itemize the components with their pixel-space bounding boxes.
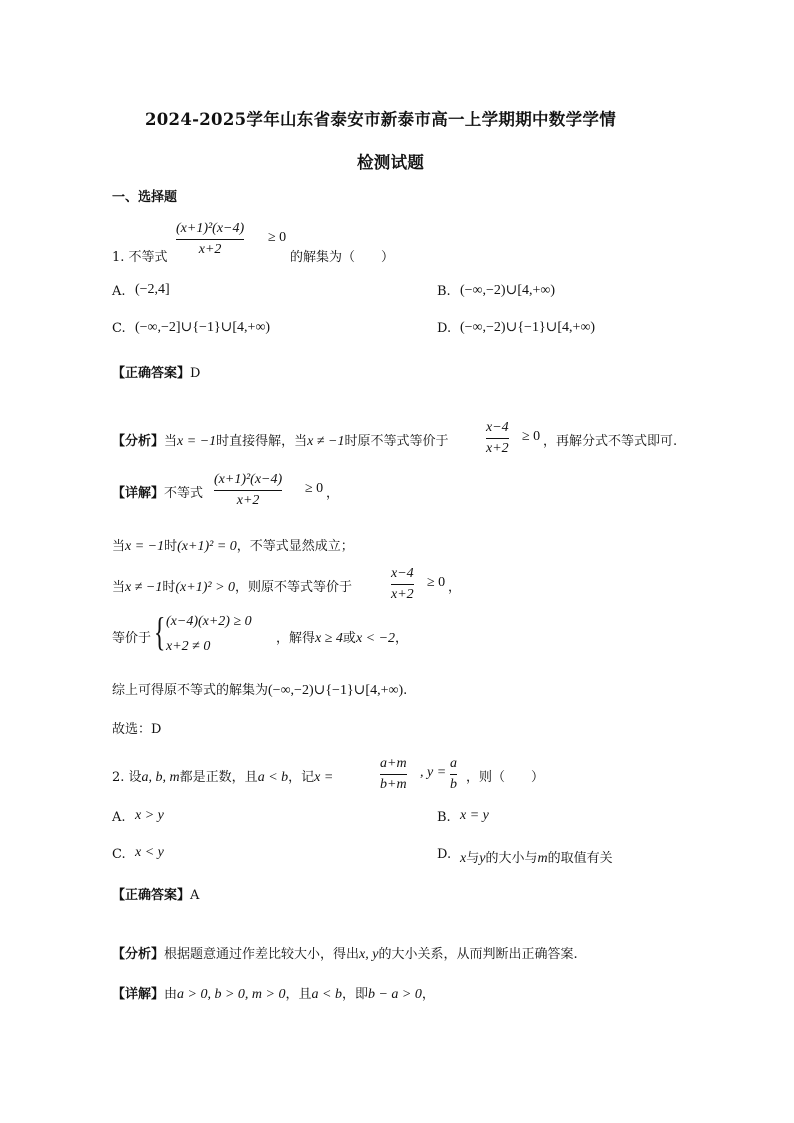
option-math: y — [479, 851, 486, 866]
analysis-math: x, y — [359, 947, 379, 962]
option-math: m — [537, 851, 548, 866]
q1-fraction-denominator: x+2 — [198, 242, 222, 257]
q2-stem-tail: ，则（ ） — [466, 770, 545, 785]
option-text: 的取值有关 — [547, 851, 613, 866]
q1-analysis-tail: ，再解分式不等式即可. — [543, 434, 678, 449]
q2-option-b-label: B. — [437, 810, 451, 825]
detail-text: 综上可得原不等式的解集为 — [112, 683, 269, 698]
detail-tag: 【详解】 — [112, 987, 165, 1002]
fraction-bar — [214, 490, 282, 491]
fraction-denominator: x+2 — [236, 493, 260, 508]
q2-analysis-line — [112, 943, 578, 963]
detail-text: ， — [421, 987, 435, 1002]
q2-option-c-text: x < y — [135, 845, 164, 860]
option-math: x — [460, 851, 467, 866]
fraction-bar — [176, 239, 244, 240]
q1-detail-line2 — [112, 535, 354, 555]
analysis-tag: 【分析】 — [112, 434, 165, 449]
q1-analysis-line — [112, 430, 449, 450]
detail-math: b − a > 0 — [367, 987, 422, 1002]
answer-tag: 【正确答案】 — [112, 888, 191, 903]
q2-text: 都是正数，且 — [179, 770, 258, 785]
detail-text: ，解得 — [276, 631, 316, 646]
analysis-text: 时原不等式等价于 — [344, 434, 449, 449]
q1-option-c-label: C. — [112, 321, 126, 336]
fraction-denominator: b+m — [380, 777, 407, 792]
detail-math: x ≥ 4 — [315, 631, 343, 646]
fraction-bar — [486, 438, 509, 439]
q1-detail-line6: 故选：D — [112, 722, 162, 737]
q2-option-d-text — [460, 847, 613, 867]
q1-detail-line1 — [112, 482, 203, 501]
q1-detail-fraction — [214, 471, 282, 510]
analysis-math: x = −1 — [177, 434, 217, 449]
q1-answer — [112, 362, 200, 381]
q1-fraction-numerator: (x+1)²(x−4) — [176, 221, 245, 236]
q2-math: a < b — [257, 770, 289, 785]
q2-stem — [112, 766, 333, 786]
q2-detail-line — [112, 983, 435, 1003]
fraction-numerator: x−4 — [486, 420, 509, 435]
q1-option-c-text: (−∞,−2]∪{−1}∪[4,+∞) — [135, 320, 271, 335]
detail-text: 或 — [342, 631, 356, 646]
section-heading: 一、选择题 — [112, 190, 178, 205]
q2-option-c-label: C. — [112, 847, 126, 862]
analysis-tag: 【分析】 — [112, 947, 165, 962]
detail-math: x = −1 — [125, 539, 165, 554]
detail-math: (−∞,−2)∪{−1}∪[4,+∞) — [268, 683, 404, 698]
detail-text: 不等式 — [164, 486, 204, 501]
q1-relation: ≥ 0 — [268, 230, 287, 245]
system-line-2: x+2 ≠ 0 — [166, 639, 211, 654]
detail-text: . — [403, 683, 408, 698]
q1-option-a-label: A. — [112, 284, 126, 299]
q2-option-a-label: A. — [112, 810, 126, 825]
q1-detail-comma: ， — [326, 486, 340, 501]
fraction-numerator: x−4 — [391, 566, 414, 581]
detail-text: 当 — [112, 580, 126, 595]
detail-tag: 【详解】 — [112, 486, 165, 501]
fraction-bar — [450, 774, 457, 775]
q1-suffix: 的解集为（ ） — [290, 250, 395, 265]
q1-prefix: 1. 不等式 — [112, 250, 168, 265]
q1-option-b-label: B. — [437, 284, 451, 299]
q1-detail-line3-fraction — [391, 565, 414, 604]
system-brace: { — [153, 609, 166, 654]
q1-detail-line4-tail — [276, 627, 408, 647]
fraction-numerator: (x+1)²(x−4) — [214, 472, 283, 487]
detail-text: ， — [395, 631, 409, 646]
answer-tag: 【正确答案】 — [112, 366, 191, 381]
analysis-math: x ≠ −1 — [307, 434, 345, 449]
q1-detail-relation: ≥ 0 — [305, 481, 324, 496]
detail-text: ，且 — [285, 987, 312, 1002]
analysis-text: 的大小关系，从而判断出正确答案. — [378, 947, 578, 962]
detail-text: ，则原不等式等价于 — [235, 580, 353, 595]
detail-text: 当 — [112, 539, 126, 554]
q2-math: a, b, m — [141, 770, 180, 785]
detail-text: 由 — [164, 987, 178, 1002]
q2-text: ，记 — [288, 770, 315, 785]
q1-option-b-text: (−∞,−2)∪[4,+∞) — [460, 283, 556, 298]
fraction-denominator: b — [450, 777, 457, 792]
detail-math: x < −2 — [355, 631, 396, 646]
q2-math-y: , y = — [420, 765, 447, 780]
q1-analysis-relation: ≥ 0 — [522, 429, 541, 444]
fraction-numerator: a+m — [380, 756, 407, 771]
detail-text: 时 — [162, 580, 176, 595]
q2-option-d-label: D. — [437, 847, 452, 862]
q2-option-a-text: x > y — [135, 808, 164, 823]
answer-value: D — [190, 366, 201, 381]
detail-text: ，不等式显然成立； — [236, 539, 354, 554]
q2-math: x = — [314, 770, 334, 785]
q1-option-d-text: (−∞,−2)∪{−1}∪[4,+∞) — [460, 320, 596, 335]
analysis-text: 时直接得解，当 — [216, 434, 308, 449]
title-line-1: 2024-2025学年山东省泰安市新泰市高一上学期期中数学学情 — [145, 110, 616, 129]
q2-fraction-1 — [380, 755, 407, 794]
q1-analysis-fraction — [486, 419, 509, 458]
system-line-1: (x−4)(x+2) ≥ 0 — [166, 614, 252, 629]
q2-answer — [112, 884, 199, 903]
q1-detail-line3-comma: ， — [448, 580, 462, 595]
q1-detail-line4-prefix: 等价于 — [112, 631, 152, 646]
detail-text: ，即 — [341, 987, 368, 1002]
fraction-denominator: x+2 — [391, 587, 414, 602]
detail-math: a > 0, b > 0, m > 0 — [177, 987, 286, 1002]
q1-option-a-text: (−2,4] — [135, 282, 170, 297]
q2-fraction-2 — [450, 755, 457, 794]
fraction-bar — [380, 774, 407, 775]
detail-math: a < b — [311, 987, 342, 1002]
fraction-numerator: a — [450, 756, 457, 771]
fraction-denominator: x+2 — [486, 441, 509, 456]
q2-text: 2. 设 — [112, 770, 142, 785]
q1-detail-line3 — [112, 576, 352, 596]
title-line-2: 检测试题 — [357, 153, 425, 172]
option-text: 与 — [466, 851, 480, 866]
detail-math: (x+1)² = 0 — [177, 539, 237, 554]
option-text: 的大小与 — [485, 851, 538, 866]
fraction-bar — [391, 584, 414, 585]
q1-detail-line5 — [112, 679, 407, 699]
answer-value: A — [190, 888, 200, 903]
detail-text: 时 — [164, 539, 178, 554]
q2-option-b-text: x = y — [460, 808, 489, 823]
detail-math: x ≠ −1 — [125, 580, 163, 595]
q1-option-d-label: D. — [437, 321, 452, 336]
q1-detail-line3-relation: ≥ 0 — [427, 575, 446, 590]
analysis-text: 当 — [164, 434, 178, 449]
detail-math: (x+1)² > 0 — [175, 580, 236, 595]
q1-fraction — [176, 220, 244, 259]
analysis-text: 根据题意通过作差比较大小，得出 — [164, 947, 360, 962]
